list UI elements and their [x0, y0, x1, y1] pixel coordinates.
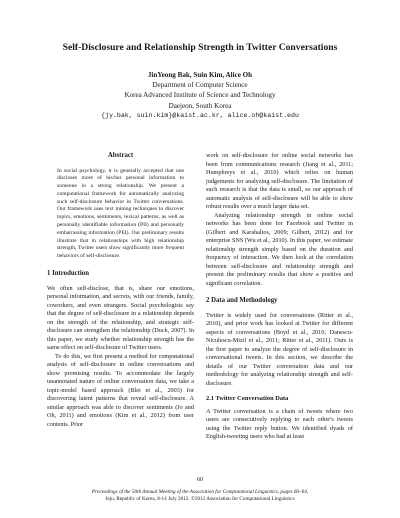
abstract-text: In social psychology, it is generally accepted that one discloses more of his/her personal information to someone in a strong relationship. We present a computational framework for automatically analyzing such self-disclosure behavior in Twitter conversations. Our framework uses text mining techniques to discover topics, emotions, sentiments, lexical patterns, as well as personally identifiable information (PII) and personally embarrassing information (PEI). Our preliminary results illustrate that in relationships with high relationship strength, Twitter users show significantly more frequent behaviors of self-disclosure.	[57, 167, 184, 260]
section-heading-data: 2 Data and Methodology	[206, 297, 278, 304]
footer-line-1: Proceedings of the 50th Annual Meeting of the Association for Computational Linguistics, pages 60–64,	[91, 489, 309, 495]
intro-paragraph-2: To do this, we first present a method for computational analysis of self-disclosure in online conversations and show promising results. To accommodate the largely unannotated nature of online conversation data, we take a topic-model based approach (Blei et al., 2003) for discovering latent patterns that reveal self-disclosure. A similar approach was able to discover sentiments (Jo and Oh, 2011) and emotions (Kim et al., 2012) from user contents. Prior	[47, 352, 194, 428]
subsection-heading-conversation-data: 2.1 Twitter Conversation Data	[206, 395, 289, 402]
footer-line-2: Jeju, Republic of Korea, 8-14 July 2012. ©2012 Association for Computational Linguistics	[105, 495, 295, 502]
intro-paragraph-1: We often self-disclose, that is, share our emotions, personal information, and secrets, with our friends, family, coworkers, and even strangers. Social psychologists say that the degree of self-disclosure in a relationship depends on the strength of the relationship, and strategic self-disclosure can strengthen the relationship (Duck, 2007). In this paper, we study whether relationship strength has the same effect on self-disclosure of Twitter users.	[47, 284, 194, 352]
paper-title: Self-Disclosure and Relationship Strength in Twitter Conversations	[62, 42, 338, 53]
author-institute: Korea Advanced Institute of Science and Technology	[124, 91, 276, 100]
author-block	[0, 70, 400, 121]
data-paragraph-1: Twitter is widely used for conversations (Ritter et al., 2010), and prior work has looked at Twitter for different aspects of conversations (Boyd et al., 2010; Danescu-Niculescu-Mizil et al., 2011; Ritter et al., 2011). Ours is the first paper to analyze the degree of self-disclosure in conversational tweets. In this section, we describe the details of our Twitter conversation data and our methodology for analyzing relationship strength and self-disclosure.	[206, 311, 353, 387]
author-emails: {jy.bak, suin.kim}@kaist.ac.kr, alice.oh@kaist.edu	[101, 111, 299, 119]
abstract-heading: Abstract	[107, 152, 134, 159]
right-column	[206, 152, 353, 442]
intro-paragraph-3: work on self-disclosure for online social networks has been from communications research (Jiang et al., 2011; Humphreys et al., 2010) which relies on human judgements for analyzing self-disclosure. The limitation of such research is that the data is small, so our approach of automatic analysis of self-disclosure will be able to show robust results over a much larger data set.	[206, 152, 353, 210]
section-heading-introduction: 1 Introduction	[47, 270, 89, 278]
left-column	[47, 152, 194, 429]
conversation-paragraph-1: A Twitter conversation is a chain of tweets where two users are consecutively replying to each other's tweets using the Twitter reply button. We identified dyads of English-tweeting users who had at least	[206, 407, 353, 440]
proceedings-footer	[0, 489, 400, 503]
page-number: 60	[197, 477, 203, 483]
author-names: JinYeong Bak, Suin Kim, Alice Oh	[147, 71, 253, 79]
author-location: Daejeon, South Korea	[168, 101, 232, 110]
author-department: Department of Computer Science	[152, 81, 248, 90]
intro-paragraph-4: Analyzing relationship strength in online social networks has been done for Facebook and Twitter in (Gilbert and Karahalios, 2009; Gilbert, 2012) and for enterprise SNS (Wu et al., 2010). In this paper, we estimate relationship strength simply based on the duration and frequency of interaction. We then look at the correlation between self-disclosure and relationship strength and present the preliminary results that show a positive and significant correlation.	[206, 211, 353, 287]
